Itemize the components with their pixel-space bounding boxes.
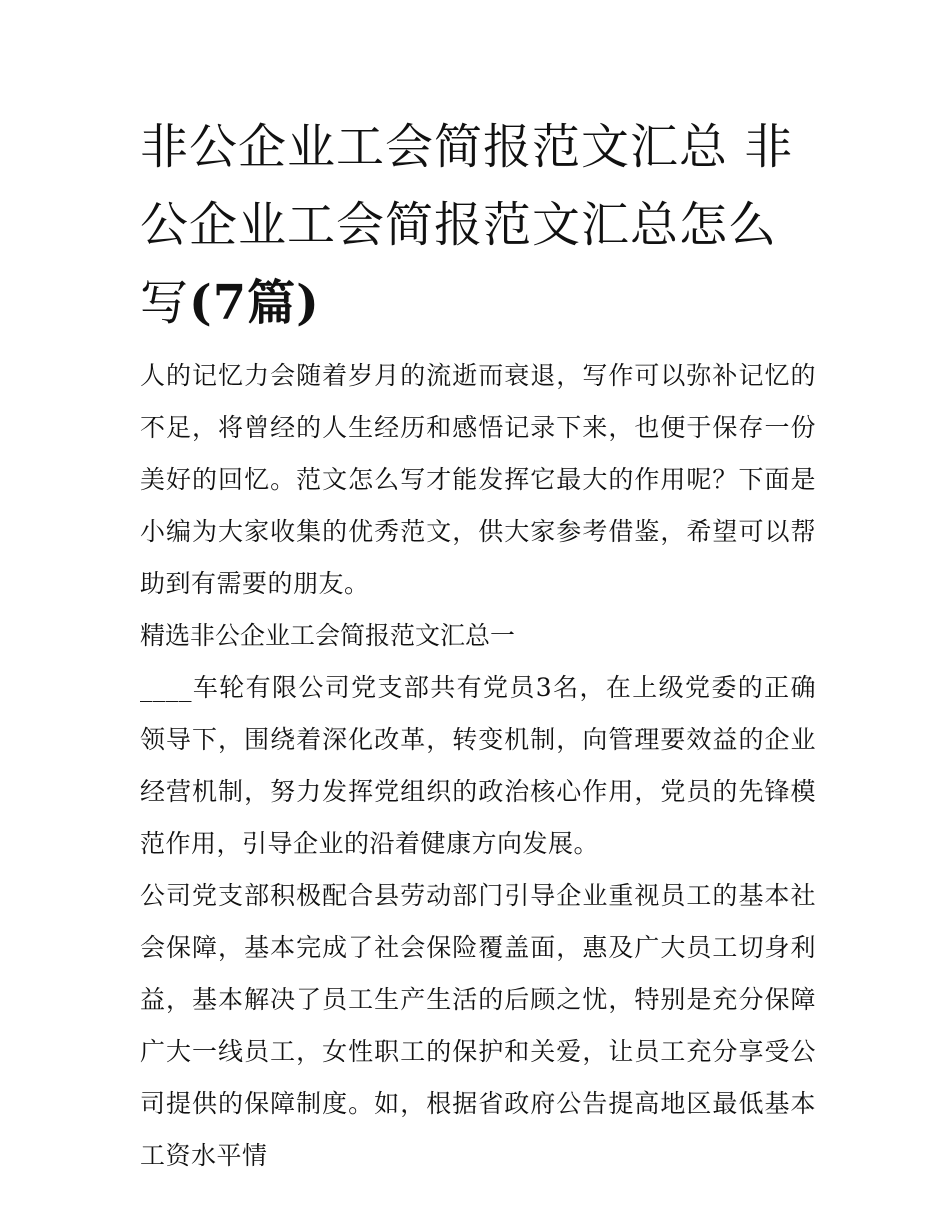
document-body [140, 108, 816, 1182]
title-main-text: 非公企业工会简报范文汇总 非公企业工会简报范文汇总怎么写 [140, 119, 794, 331]
document-title [140, 108, 816, 342]
title-count-text: (7篇) [189, 275, 320, 331]
intro-paragraph: 人的记忆力会随着岁月的流逝而衰退，写作可以弥补记忆的不足，将曾经的人生经历和感悟记录下来，也便于保存一份美好的回忆。范文怎么写才能发挥它最大的作用呢？下面是小编为大家收集的优秀范文，供大家参考借鉴，希望可以帮助到有需要的朋友。 [140, 361, 816, 598]
body-paragraph-2: 公司党支部积极配合县劳动部门引导企业重视员工的基本社会保障，基本完成了社会保险覆盖面，惠及广大员工切身利益，基本解决了员工生产生活的后顾之忧，特别是充分保障广大一线员工，女性职工的保护和关爱，让员工充分享受公司提供的保障制度。如，根据省政府公告提高地区最低基本工资水平情 [140, 881, 816, 1170]
section-heading: 精选非公企业工会简报范文汇总一 [140, 621, 516, 650]
body-paragraph-1: ____车轮有限公司党支部共有党员3名，在上级党委的正确领导下，围绕着深化改革，转变机制，向管理要效益的企业经营机制，努力发挥党组织的政治核心作用，党员的先锋模范作用，引导企业的沿着健康方向发展。 [140, 673, 816, 858]
